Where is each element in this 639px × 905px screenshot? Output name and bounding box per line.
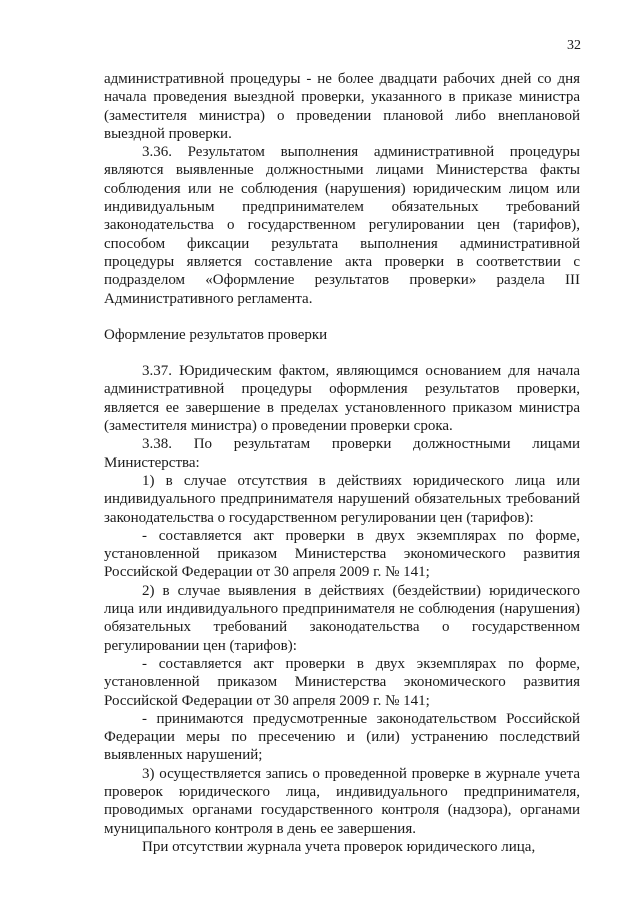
paragraph-3-36: 3.36. Результатом выполнения административной процедуры являются выявленные должностными лицами Министерства факты соблюдения или не соблюдения (нарушения) юридическим лицом или индивидуальным предпринимателем обязательных требований законодательства о государственном регулировании цен (тарифов), способом фиксации результата выполнения административной процедуры является составление акта проверки в соответствии с подразделом «Оформление результатов проверки» раздела III Административного регламента.	[104, 144, 580, 307]
list-subitem: - принимаются предусмотренные законодательством Российской Федерации меры по пресечению и (или) устранению последствий выявленных нарушений;	[104, 710, 580, 764]
paragraph-continued: При отсутствии журнала учета проверок юридического лица,	[142, 838, 536, 855]
section-heading: Оформление результатов проверки	[104, 326, 328, 343]
list-item-1: 1) в случае отсутствия в действиях юридического лица или индивидуального предпринимателя нарушений обязательных требований законодательства о государственном регулировании цен (тарифов):	[104, 472, 580, 526]
list-subitem: - составляется акт проверки в двух экземплярах по форме, установленной приказом Министерства экономического развития Российской Федерации от 30 апреля 2009 г. № 141;	[104, 527, 580, 581]
document-body	[104, 70, 580, 856]
paragraph: административной процедуры - не более двадцати рабочих дней со дня начала проведения выездной проверки, указанного в приказе министра (заместителя министра) о проведении плановой либо внеплановой выездной проверки.	[104, 71, 580, 142]
paragraph-3-37: 3.37. Юридическим фактом, являющимся основанием для начала административной процедуры оформления результатов проверки, является ее завершение в пределах установленного приказом министра (заместителя министра) о проведении проверки срока.	[104, 363, 580, 435]
paragraph-3-38: 3.38. По результатам проверки должностными лицами Министерства:	[104, 436, 580, 471]
list-item-3: 3) осуществляется запись о проведенной проверке в журнале учета проверок юридического лица, индивидуального предпринимателя, проводимых органами государственного контроля (надзора), органами муниципального контроля в день ее завершения.	[104, 765, 580, 837]
page-number: 32	[567, 38, 581, 53]
list-item-2: 2) в случае выявления в действиях (бездействии) юридического лица или индивидуального предпринимателя не соблюдения (нарушения) обязательных требований законодательства о государственном регулировании цен (тарифов):	[104, 582, 580, 654]
list-subitem: - составляется акт проверки в двух экземплярах по форме, установленной приказом Министерства экономического развития Российской Федерации от 30 апреля 2009 г. № 141;	[104, 655, 580, 709]
